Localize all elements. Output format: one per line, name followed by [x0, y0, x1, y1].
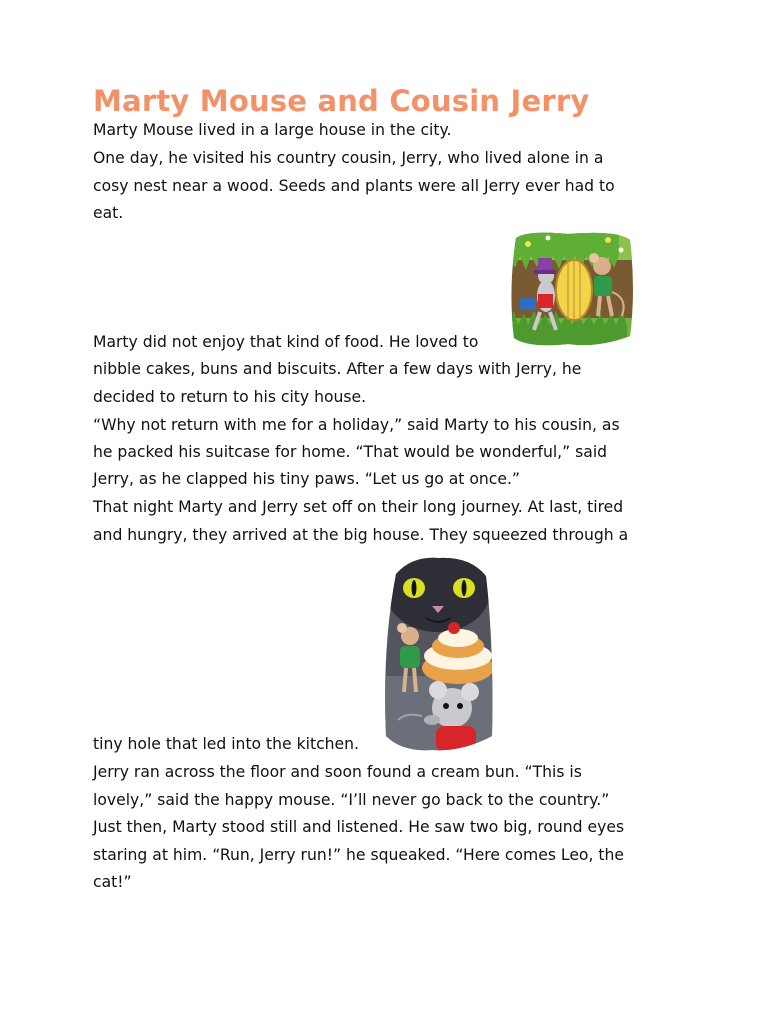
story-line: cosy nest near a wood. Seeds and plants were all Jerry ever had to — [93, 177, 615, 195]
story-line: Marty Mouse lived in a large house in the city. — [93, 121, 452, 139]
story-title: Marty Mouse and Cousin Jerry — [93, 84, 590, 118]
story-line: Just then, Marty stood still and listened. He saw two big, round eyes — [93, 818, 625, 836]
story-line: Jerry, as he clapped his tiny paws. “Let us go at once.” — [93, 470, 521, 488]
story-line: “Why not return with me for a holiday,” said Marty to his cousin, as — [93, 416, 620, 434]
cat-and-mice-picture — [382, 556, 495, 752]
story-line: nibble cakes, buns and biscuits. After a few days with Jerry, he — [93, 360, 582, 378]
story-line: Jerry ran across the floor and soon found a cream bun. “This is — [93, 763, 582, 781]
country-mice-picture — [508, 230, 635, 348]
story-line: lovely,” said the happy mouse. “I’ll never go back to the country.” — [93, 791, 610, 809]
story-line: decided to return to his city house. — [93, 388, 367, 406]
story-line: eat. — [93, 204, 124, 222]
story-line: One day, he visited his country cousin, Jerry, who lived alone in a — [93, 149, 604, 167]
story-line: and hungry, they arrived at the big house. They squeezed through a — [93, 526, 629, 544]
story-line: That night Marty and Jerry set off on their long journey. At last, tired — [93, 498, 624, 516]
story-line: he packed his suitcase for home. “That would be wonderful,” said — [93, 443, 608, 461]
story-line: cat!” — [93, 873, 132, 891]
story-line: staring at him. “Run, Jerry run!” he squeaked. “Here comes Leo, the — [93, 846, 624, 864]
story-line: tiny hole that led into the kitchen. — [93, 735, 359, 753]
story-line: Marty did not enjoy that kind of food. He loved to — [93, 333, 479, 351]
